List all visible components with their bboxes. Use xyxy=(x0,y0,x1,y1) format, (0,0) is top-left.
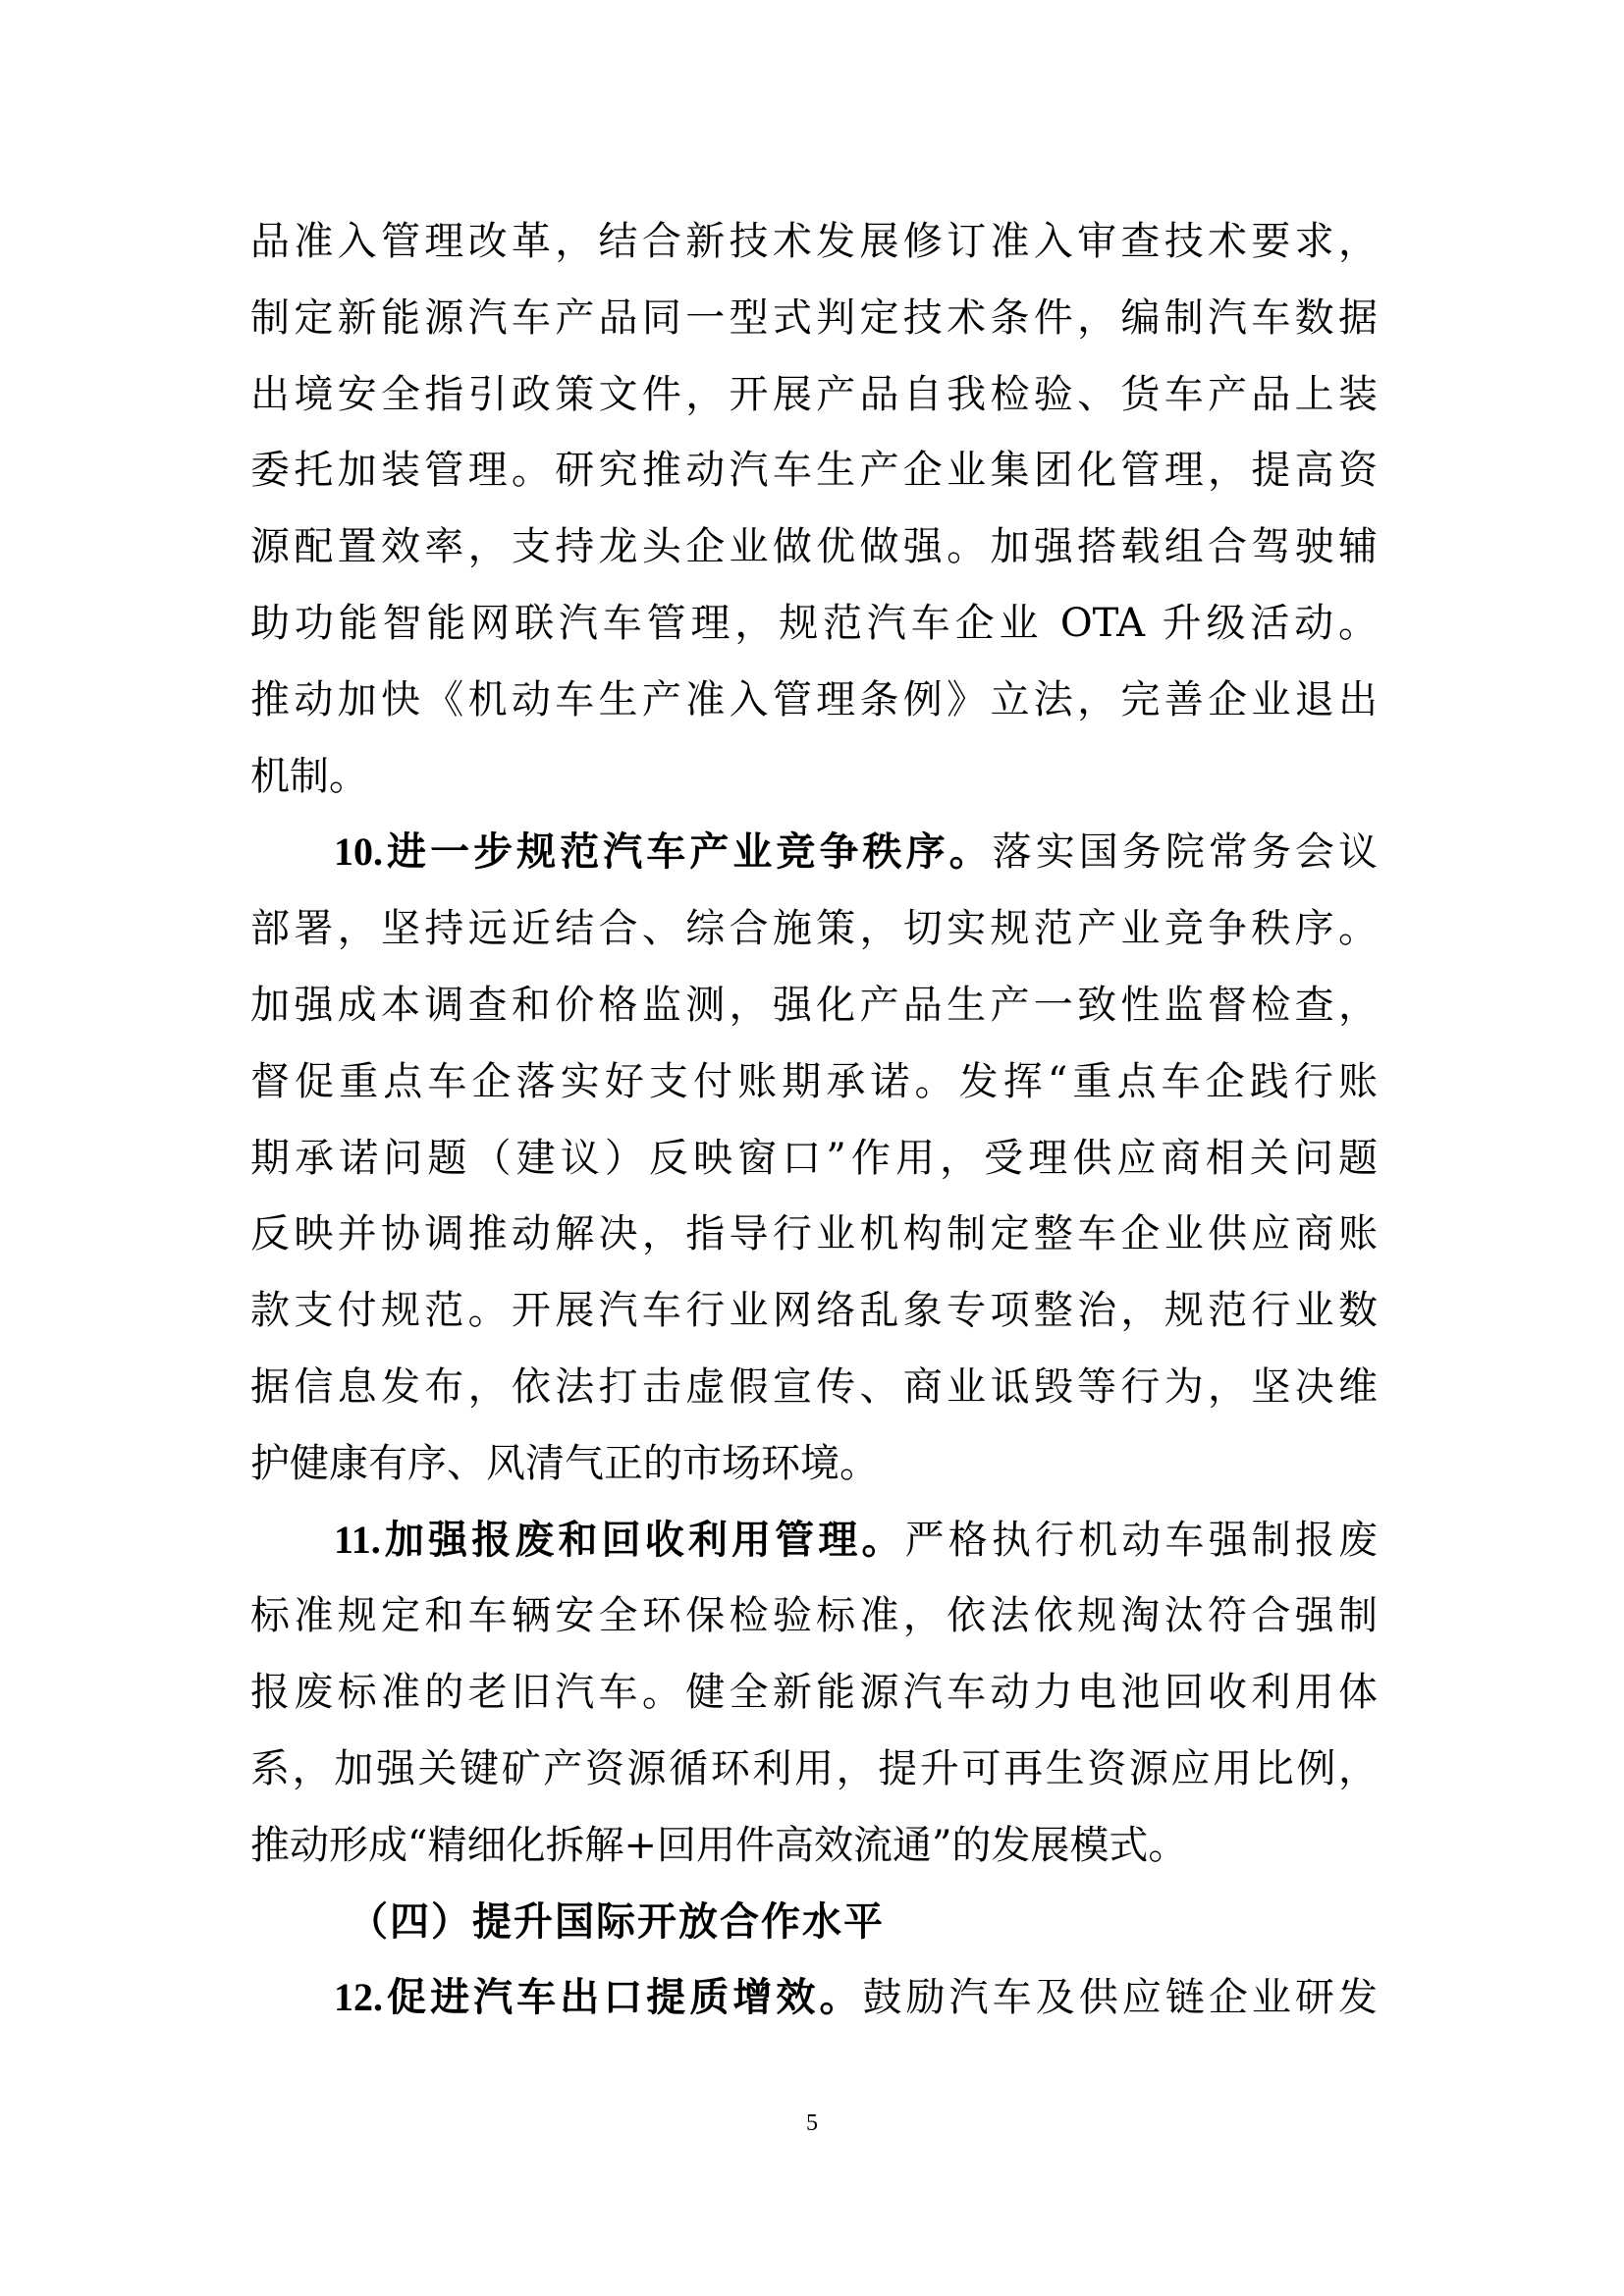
text-line: 源配置效率，支持龙头企业做优做强。加强搭载组合驾驶辅 xyxy=(250,524,1378,570)
text-line: 助功能智能网联汽车管理，规范汽车企业 OTA 升级活动。 xyxy=(250,600,1378,646)
item-12-text: 鼓励汽车及供应链企业研发 xyxy=(862,1975,1379,2021)
text-line: 部署，坚持远近结合、综合施策，切实规范产业竞争秩序。 xyxy=(250,906,1378,952)
text-line: 品准入管理改革，结合新技术发展修订准入审查技术要求， xyxy=(250,219,1378,264)
item-10-first-line xyxy=(250,825,1378,901)
item-10-heading: 10.进一步规范汽车产业竞争秩序。 xyxy=(334,829,993,875)
item-11-text: 严格执行机动车强制报废 xyxy=(904,1517,1379,1563)
text-line: 加强成本调查和价格监测，强化产品生产一致性监督检查， xyxy=(250,982,1378,1028)
text-line: 款支付规范。开展汽车行业网络乱象专项整治，规范行业数 xyxy=(250,1288,1378,1334)
text-line: 推动形成“精细化拆解+回用件高效流通”的发展模式。 xyxy=(250,1822,1188,1868)
text-line: 期承诺问题（建议）反映窗口”作用，受理供应商相关问题 xyxy=(250,1135,1378,1181)
text-line: 据信息发布，依法打击虚假宣传、商业诋毁等行为，坚决维 xyxy=(250,1363,1378,1410)
page-number: 5 xyxy=(806,2110,818,2136)
body-text xyxy=(250,214,1378,2047)
text-line: 标准规定和车辆安全环保检验标准，依法依规淘汰符合强制 xyxy=(250,1593,1378,1639)
text-line: 机制。 xyxy=(250,753,368,799)
text-line: 护健康有序、风清气正的市场环境。 xyxy=(250,1440,879,1486)
text-line: 委托加装管理。研究推动汽车生产企业集团化管理，提高资 xyxy=(250,448,1378,494)
item-12-heading: 12.促进汽车出口提质增效。 xyxy=(334,1975,863,2020)
text-line: 推动加快《机动车生产准入管理条例》立法，完善企业退出 xyxy=(250,676,1378,722)
item-10-text: 落实国务院常务会议 xyxy=(992,829,1379,876)
item-12-first-line xyxy=(250,1970,1378,2047)
text-line: 报废标准的老旧汽车。健全新能源汽车动力电池回收利用体 xyxy=(250,1670,1378,1716)
item-11-first-line xyxy=(250,1513,1378,1589)
text-line: 反映并协调推动解决，指导行业机构制定整车企业供应商账 xyxy=(250,1211,1378,1257)
section-heading xyxy=(250,1895,1378,1971)
item-11-heading: 11.加强报废和回收利用管理。 xyxy=(334,1517,905,1562)
text-line: 制定新能源汽车产品同一型式判定技术条件，编制汽车数据 xyxy=(250,294,1378,341)
text-line: 系，加强关键矿产资源循环利用，提升可再生资源应用比例， xyxy=(250,1745,1378,1791)
section-4-heading: （四）提升国际开放合作水平 xyxy=(349,1898,885,1945)
text-line: 出境安全指引政策文件，开展产品自我检验、货车产品上装 xyxy=(250,371,1378,417)
text-line: 督促重点车企落实好支付账期承诺。发挥“重点车企践行账 xyxy=(250,1058,1378,1104)
